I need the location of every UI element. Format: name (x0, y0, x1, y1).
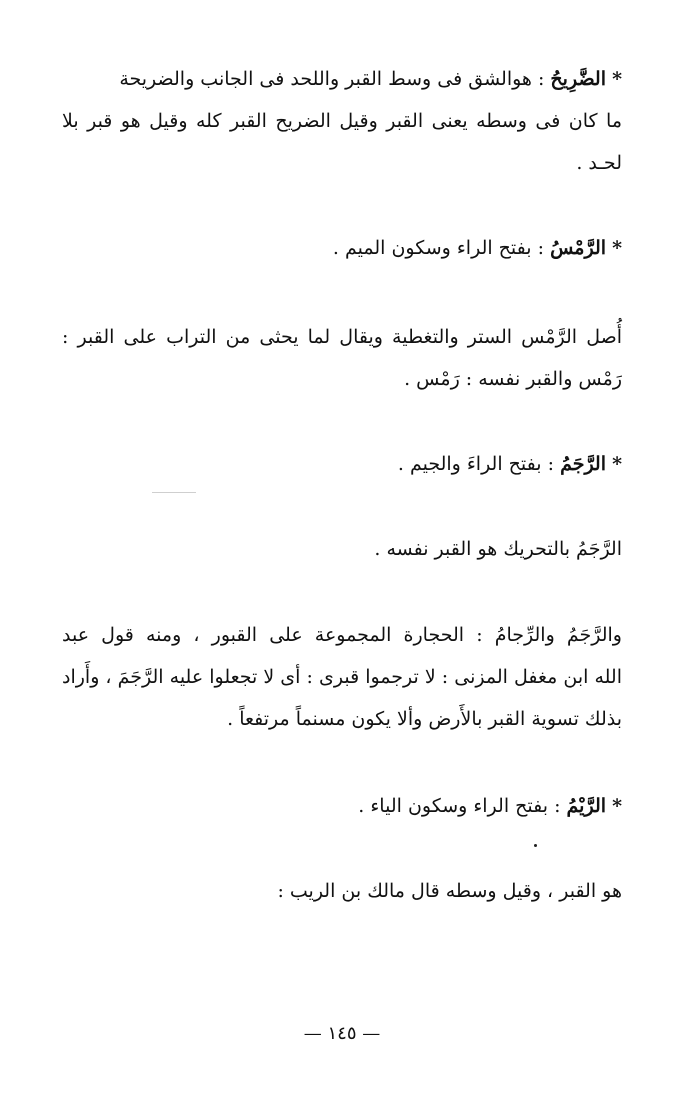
entry-term: الرَّمْسُ (550, 237, 607, 259)
entry-definition: : بفتح الراء وسكون الياء . (358, 795, 561, 817)
entry-line-raym (62, 793, 622, 819)
page-number: — ١٤٥ — (303, 1023, 381, 1044)
paragraph-line: لحـد . (576, 152, 622, 174)
paragraph-line: رَمْس والقبر نفسه : رَمْس . (404, 368, 622, 390)
entry-line-darih (62, 66, 622, 92)
entry-term: الضَّرِيحُ (550, 68, 607, 90)
entry-line-rajam (62, 451, 622, 477)
entry-term: الرَّجَمُ (560, 453, 607, 475)
entry-definition: : هوالشق فى وسط القبر واللحد فى الجانب والضريحة (119, 68, 545, 90)
paragraph-line: بذلك تسوية القبر بالأَرض وألا يكون مسنماً مرتفعاً . (227, 708, 622, 730)
entry-definition: : بفتح الراء وسكون الميم . (332, 237, 545, 259)
paragraph-line: ما كان فى وسطه يعنى القبر وقيل الضريح القبر كله وقيل هو قبر بلا (62, 110, 622, 132)
paragraph-line: هو القبر ، وقيل وسطه قال مالك بن الريب : (277, 880, 622, 902)
bullet-icon: * (612, 68, 622, 90)
scan-artifact-dot (534, 844, 537, 847)
bullet-icon: * (612, 453, 622, 475)
paragraph-line: أُصل الرَّمْس الستر والتغطية ويقال لما يحثى من التراب على القبر : (62, 326, 622, 348)
paragraph-line: والرَّجَمُ والرِّجامُ : الحجارة المجموعة على القبور ، ومنه قول عبد (62, 624, 622, 646)
entry-term: الرَّيْمُ (566, 795, 607, 817)
entry-definition: : بفتح الراءَ والجيم . (397, 453, 555, 475)
paragraph-line: الرَّجَمُ بالتحريك هو القبر نفسه . (374, 538, 622, 560)
bullet-icon: * (612, 237, 622, 259)
scan-artifact-line (152, 492, 196, 493)
bullet-icon: * (612, 795, 622, 817)
entry-line-rams (62, 235, 622, 261)
paragraph-line: الله ابن مغفل المزنى : لا ترجموا قبرى : أى لا تجعلوا عليه الرَّجَمَ ، وأَراد (62, 666, 622, 688)
